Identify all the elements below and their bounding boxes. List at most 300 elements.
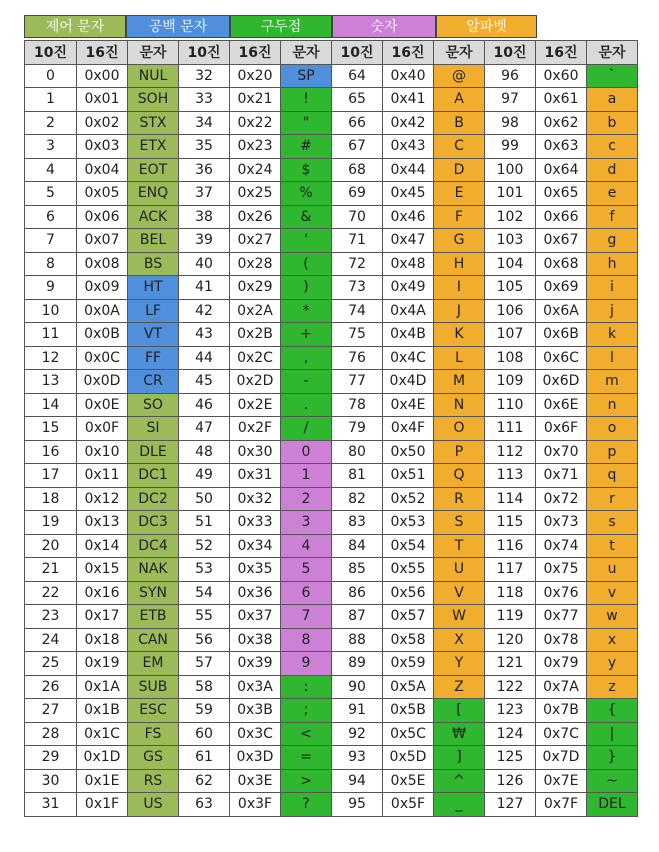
char-cell: VT xyxy=(128,323,179,347)
decimal-cell: 7 xyxy=(25,229,77,253)
hex-cell: 0x0D xyxy=(77,370,128,394)
decimal-cell: 88 xyxy=(332,628,383,652)
char-cell: l xyxy=(587,346,638,370)
char-cell: G xyxy=(434,229,485,253)
decimal-cell: 98 xyxy=(485,111,536,135)
table-row xyxy=(25,675,638,699)
color-legend xyxy=(24,15,537,38)
char-cell: DC3 xyxy=(128,511,179,535)
header-char: 문자 xyxy=(128,41,179,65)
hex-cell: 0x5E xyxy=(383,769,434,793)
char-cell: O xyxy=(434,417,485,441)
char-cell: V xyxy=(434,581,485,605)
table-row xyxy=(25,111,638,135)
decimal-cell: 115 xyxy=(485,511,536,535)
char-cell: z xyxy=(587,675,638,699)
char-cell: ~ xyxy=(587,769,638,793)
table-row xyxy=(25,346,638,370)
char-cell: NAK xyxy=(128,558,179,582)
hex-cell: 0x05 xyxy=(77,182,128,206)
char-cell: B xyxy=(434,111,485,135)
hex-cell: 0x15 xyxy=(77,558,128,582)
decimal-cell: 101 xyxy=(485,182,536,206)
char-cell: - xyxy=(281,370,332,394)
hex-cell: 0x42 xyxy=(383,111,434,135)
decimal-cell: 108 xyxy=(485,346,536,370)
hex-cell: 0x20 xyxy=(230,64,281,88)
char-cell: FF xyxy=(128,346,179,370)
hex-cell: 0x25 xyxy=(230,182,281,206)
char-cell: s xyxy=(587,511,638,535)
decimal-cell: 12 xyxy=(25,346,77,370)
hex-cell: 0x28 xyxy=(230,252,281,276)
decimal-cell: 89 xyxy=(332,652,383,676)
char-cell: SO xyxy=(128,393,179,417)
hex-cell: 0x0C xyxy=(77,346,128,370)
decimal-cell: 112 xyxy=(485,440,536,464)
decimal-cell: 107 xyxy=(485,323,536,347)
decimal-cell: 87 xyxy=(332,605,383,629)
hex-cell: 0x29 xyxy=(230,276,281,300)
hex-cell: 0x11 xyxy=(77,464,128,488)
char-cell: T xyxy=(434,534,485,558)
decimal-cell: 21 xyxy=(25,558,77,582)
hex-cell: 0x3C xyxy=(230,722,281,746)
char-cell: Y xyxy=(434,652,485,676)
hex-cell: 0x52 xyxy=(383,487,434,511)
table-row xyxy=(25,299,638,323)
hex-cell: 0x62 xyxy=(536,111,587,135)
hex-cell: 0x7C xyxy=(536,722,587,746)
char-cell: 3 xyxy=(281,511,332,535)
decimal-cell: 125 xyxy=(485,746,536,770)
decimal-cell: 99 xyxy=(485,135,536,159)
hex-cell: 0x4F xyxy=(383,417,434,441)
char-cell: . xyxy=(281,393,332,417)
decimal-cell: 2 xyxy=(25,111,77,135)
decimal-cell: 10 xyxy=(25,299,77,323)
decimal-cell: 38 xyxy=(179,205,230,229)
hex-cell: 0x60 xyxy=(536,64,587,88)
char-cell: b xyxy=(587,111,638,135)
char-cell: m xyxy=(587,370,638,394)
hex-cell: 0x3B xyxy=(230,699,281,723)
decimal-cell: 71 xyxy=(332,229,383,253)
decimal-cell: 25 xyxy=(25,652,77,676)
decimal-cell: 55 xyxy=(179,605,230,629)
char-cell: K xyxy=(434,323,485,347)
decimal-cell: 72 xyxy=(332,252,383,276)
hex-cell: 0x45 xyxy=(383,182,434,206)
char-cell: P xyxy=(434,440,485,464)
hex-cell: 0x47 xyxy=(383,229,434,253)
table-row xyxy=(25,158,638,182)
hex-cell: 0x09 xyxy=(77,276,128,300)
char-cell: ETX xyxy=(128,135,179,159)
hex-cell: 0x08 xyxy=(77,252,128,276)
decimal-cell: 82 xyxy=(332,487,383,511)
char-cell: C xyxy=(434,135,485,159)
hex-cell: 0x71 xyxy=(536,464,587,488)
decimal-cell: 11 xyxy=(25,323,77,347)
header-char: 문자 xyxy=(281,41,332,65)
decimal-cell: 56 xyxy=(179,628,230,652)
decimal-cell: 124 xyxy=(485,722,536,746)
decimal-cell: 117 xyxy=(485,558,536,582)
table-row xyxy=(25,88,638,112)
hex-cell: 0x70 xyxy=(536,440,587,464)
decimal-cell: 34 xyxy=(179,111,230,135)
hex-cell: 0x32 xyxy=(230,487,281,511)
hex-cell: 0x69 xyxy=(536,276,587,300)
hex-cell: 0x2B xyxy=(230,323,281,347)
decimal-cell: 23 xyxy=(25,605,77,629)
table-row xyxy=(25,417,638,441)
decimal-cell: 32 xyxy=(179,64,230,88)
char-cell: ETB xyxy=(128,605,179,629)
decimal-cell: 31 xyxy=(25,793,77,817)
char-cell: 6 xyxy=(281,581,332,605)
char-cell: o xyxy=(587,417,638,441)
header-hex: 16진 xyxy=(536,41,587,65)
table-row xyxy=(25,605,638,629)
hex-cell: 0x68 xyxy=(536,252,587,276)
table-row xyxy=(25,229,638,253)
hex-cell: 0x38 xyxy=(230,628,281,652)
hex-cell: 0x03 xyxy=(77,135,128,159)
hex-cell: 0x2C xyxy=(230,346,281,370)
hex-cell: 0x7F xyxy=(536,793,587,817)
decimal-cell: 91 xyxy=(332,699,383,723)
hex-cell: 0x41 xyxy=(383,88,434,112)
char-cell: d xyxy=(587,158,638,182)
hex-cell: 0x1B xyxy=(77,699,128,723)
char-cell: A xyxy=(434,88,485,112)
decimal-cell: 90 xyxy=(332,675,383,699)
decimal-cell: 80 xyxy=(332,440,383,464)
header-hex: 16진 xyxy=(383,41,434,65)
decimal-cell: 111 xyxy=(485,417,536,441)
legend-whitespace-chars: 공백 문자 xyxy=(126,15,230,38)
char-cell: Z xyxy=(434,675,485,699)
decimal-cell: 22 xyxy=(25,581,77,605)
decimal-cell: 100 xyxy=(485,158,536,182)
header-decimal: 10진 xyxy=(332,41,383,65)
decimal-cell: 36 xyxy=(179,158,230,182)
decimal-cell: 52 xyxy=(179,534,230,558)
hex-cell: 0x66 xyxy=(536,205,587,229)
hex-cell: 0x0F xyxy=(77,417,128,441)
decimal-cell: 76 xyxy=(332,346,383,370)
decimal-cell: 49 xyxy=(179,464,230,488)
decimal-cell: 66 xyxy=(332,111,383,135)
hex-cell: 0x5F xyxy=(383,793,434,817)
hex-cell: 0x6F xyxy=(536,417,587,441)
decimal-cell: 62 xyxy=(179,769,230,793)
decimal-cell: 83 xyxy=(332,511,383,535)
hex-cell: 0x43 xyxy=(383,135,434,159)
decimal-cell: 61 xyxy=(179,746,230,770)
hex-cell: 0x27 xyxy=(230,229,281,253)
char-cell: DC1 xyxy=(128,464,179,488)
char-cell: F xyxy=(434,205,485,229)
char-cell: : xyxy=(281,675,332,699)
decimal-cell: 51 xyxy=(179,511,230,535)
char-cell: # xyxy=(281,135,332,159)
hex-cell: 0x1D xyxy=(77,746,128,770)
char-cell: SP xyxy=(281,64,332,88)
char-cell: SI xyxy=(128,417,179,441)
decimal-cell: 13 xyxy=(25,370,77,394)
decimal-cell: 47 xyxy=(179,417,230,441)
char-cell: @ xyxy=(434,64,485,88)
char-cell: M xyxy=(434,370,485,394)
decimal-cell: 95 xyxy=(332,793,383,817)
char-cell: R xyxy=(434,487,485,511)
hex-cell: 0x63 xyxy=(536,135,587,159)
char-cell: DC4 xyxy=(128,534,179,558)
char-cell: FS xyxy=(128,722,179,746)
char-cell: f xyxy=(587,205,638,229)
decimal-cell: 73 xyxy=(332,276,383,300)
char-cell: g xyxy=(587,229,638,253)
hex-cell: 0x6E xyxy=(536,393,587,417)
char-cell: a xyxy=(587,88,638,112)
char-cell: ' xyxy=(281,229,332,253)
table-row xyxy=(25,464,638,488)
decimal-cell: 114 xyxy=(485,487,536,511)
hex-cell: 0x2A xyxy=(230,299,281,323)
char-cell: t xyxy=(587,534,638,558)
table-row xyxy=(25,558,638,582)
hex-cell: 0x0E xyxy=(77,393,128,417)
decimal-cell: 64 xyxy=(332,64,383,88)
decimal-cell: 8 xyxy=(25,252,77,276)
hex-cell: 0x5A xyxy=(383,675,434,699)
header-row xyxy=(25,41,638,65)
decimal-cell: 41 xyxy=(179,276,230,300)
decimal-cell: 109 xyxy=(485,370,536,394)
char-cell: ACK xyxy=(128,205,179,229)
char-cell: ` xyxy=(587,64,638,88)
hex-cell: 0x02 xyxy=(77,111,128,135)
char-cell: ; xyxy=(281,699,332,723)
char-cell: c xyxy=(587,135,638,159)
hex-cell: 0x73 xyxy=(536,511,587,535)
hex-cell: 0x77 xyxy=(536,605,587,629)
decimal-cell: 59 xyxy=(179,699,230,723)
decimal-cell: 53 xyxy=(179,558,230,582)
hex-cell: 0x22 xyxy=(230,111,281,135)
char-cell: 7 xyxy=(281,605,332,629)
char-cell: & xyxy=(281,205,332,229)
decimal-cell: 19 xyxy=(25,511,77,535)
hex-cell: 0x4E xyxy=(383,393,434,417)
char-cell: _ xyxy=(434,793,485,817)
char-cell: U xyxy=(434,558,485,582)
char-cell: k xyxy=(587,323,638,347)
char-cell: STX xyxy=(128,111,179,135)
char-cell: L xyxy=(434,346,485,370)
char-cell: ? xyxy=(281,793,332,817)
char-cell: h xyxy=(587,252,638,276)
hex-cell: 0x49 xyxy=(383,276,434,300)
table-row xyxy=(25,393,638,417)
table-row xyxy=(25,370,638,394)
hex-cell: 0x55 xyxy=(383,558,434,582)
char-cell: + xyxy=(281,323,332,347)
hex-cell: 0x04 xyxy=(77,158,128,182)
decimal-cell: 5 xyxy=(25,182,77,206)
hex-cell: 0x2D xyxy=(230,370,281,394)
char-cell: p xyxy=(587,440,638,464)
char-cell: SUB xyxy=(128,675,179,699)
hex-cell: 0x7A xyxy=(536,675,587,699)
hex-cell: 0x1E xyxy=(77,769,128,793)
char-cell: EM xyxy=(128,652,179,676)
hex-cell: 0x78 xyxy=(536,628,587,652)
decimal-cell: 33 xyxy=(179,88,230,112)
hex-cell: 0x59 xyxy=(383,652,434,676)
hex-cell: 0x0B xyxy=(77,323,128,347)
decimal-cell: 42 xyxy=(179,299,230,323)
char-cell: H xyxy=(434,252,485,276)
char-cell: e xyxy=(587,182,638,206)
hex-cell: 0x3F xyxy=(230,793,281,817)
hex-cell: 0x2F xyxy=(230,417,281,441)
table-row xyxy=(25,511,638,535)
decimal-cell: 14 xyxy=(25,393,77,417)
decimal-cell: 54 xyxy=(179,581,230,605)
hex-cell: 0x79 xyxy=(536,652,587,676)
hex-cell: 0x6A xyxy=(536,299,587,323)
char-cell: ) xyxy=(281,276,332,300)
hex-cell: 0x26 xyxy=(230,205,281,229)
hex-cell: 0x36 xyxy=(230,581,281,605)
decimal-cell: 79 xyxy=(332,417,383,441)
char-cell: DC2 xyxy=(128,487,179,511)
hex-cell: 0x5D xyxy=(383,746,434,770)
char-cell: q xyxy=(587,464,638,488)
hex-cell: 0x54 xyxy=(383,534,434,558)
header-char: 문자 xyxy=(587,41,638,65)
hex-cell: 0x01 xyxy=(77,88,128,112)
ascii-table-body xyxy=(25,64,638,816)
hex-cell: 0x5C xyxy=(383,722,434,746)
hex-cell: 0x1C xyxy=(77,722,128,746)
char-cell: US xyxy=(128,793,179,817)
hex-cell: 0x31 xyxy=(230,464,281,488)
hex-cell: 0x67 xyxy=(536,229,587,253)
hex-cell: 0x72 xyxy=(536,487,587,511)
char-cell: RS xyxy=(128,769,179,793)
hex-cell: 0x33 xyxy=(230,511,281,535)
char-cell: ^ xyxy=(434,769,485,793)
decimal-cell: 43 xyxy=(179,323,230,347)
decimal-cell: 6 xyxy=(25,205,77,229)
decimal-cell: 18 xyxy=(25,487,77,511)
decimal-cell: 126 xyxy=(485,769,536,793)
hex-cell: 0x34 xyxy=(230,534,281,558)
char-cell: D xyxy=(434,158,485,182)
char-cell: $ xyxy=(281,158,332,182)
decimal-cell: 26 xyxy=(25,675,77,699)
decimal-cell: 118 xyxy=(485,581,536,605)
hex-cell: 0x61 xyxy=(536,88,587,112)
hex-cell: 0x75 xyxy=(536,558,587,582)
decimal-cell: 37 xyxy=(179,182,230,206)
char-cell: SOH xyxy=(128,88,179,112)
char-cell: w xyxy=(587,605,638,629)
legend-punctuation: 구두점 xyxy=(230,15,332,38)
char-cell: EOT xyxy=(128,158,179,182)
decimal-cell: 86 xyxy=(332,581,383,605)
decimal-cell: 48 xyxy=(179,440,230,464)
decimal-cell: 104 xyxy=(485,252,536,276)
decimal-cell: 69 xyxy=(332,182,383,206)
hex-cell: 0x19 xyxy=(77,652,128,676)
table-row xyxy=(25,182,638,206)
table-row xyxy=(25,323,638,347)
hex-cell: 0x3D xyxy=(230,746,281,770)
table-row xyxy=(25,64,638,88)
hex-cell: 0x40 xyxy=(383,64,434,88)
char-cell: i xyxy=(587,276,638,300)
table-row xyxy=(25,487,638,511)
char-cell: | xyxy=(587,722,638,746)
hex-cell: 0x58 xyxy=(383,628,434,652)
hex-cell: 0x30 xyxy=(230,440,281,464)
decimal-cell: 50 xyxy=(179,487,230,511)
char-cell: SYN xyxy=(128,581,179,605)
header-hex: 16진 xyxy=(77,41,128,65)
decimal-cell: 68 xyxy=(332,158,383,182)
char-cell: N xyxy=(434,393,485,417)
decimal-cell: 20 xyxy=(25,534,77,558)
char-cell: BEL xyxy=(128,229,179,253)
hex-cell: 0x7B xyxy=(536,699,587,723)
char-cell: v xyxy=(587,581,638,605)
decimal-cell: 116 xyxy=(485,534,536,558)
hex-cell: 0x48 xyxy=(383,252,434,276)
hex-cell: 0x6D xyxy=(536,370,587,394)
hex-cell: 0x10 xyxy=(77,440,128,464)
decimal-cell: 67 xyxy=(332,135,383,159)
table-row xyxy=(25,746,638,770)
char-cell: r xyxy=(587,487,638,511)
hex-cell: 0x13 xyxy=(77,511,128,535)
char-cell: > xyxy=(281,769,332,793)
decimal-cell: 96 xyxy=(485,64,536,88)
char-cell: / xyxy=(281,417,332,441)
decimal-cell: 27 xyxy=(25,699,77,723)
table-row xyxy=(25,205,638,229)
decimal-cell: 9 xyxy=(25,276,77,300)
table-row xyxy=(25,135,638,159)
char-cell: Q xyxy=(434,464,485,488)
decimal-cell: 39 xyxy=(179,229,230,253)
hex-cell: 0x24 xyxy=(230,158,281,182)
char-cell: 5 xyxy=(281,558,332,582)
decimal-cell: 81 xyxy=(332,464,383,488)
char-cell: E xyxy=(434,182,485,206)
decimal-cell: 78 xyxy=(332,393,383,417)
char-cell: % xyxy=(281,182,332,206)
hex-cell: 0x07 xyxy=(77,229,128,253)
decimal-cell: 40 xyxy=(179,252,230,276)
decimal-cell: 75 xyxy=(332,323,383,347)
decimal-cell: 110 xyxy=(485,393,536,417)
